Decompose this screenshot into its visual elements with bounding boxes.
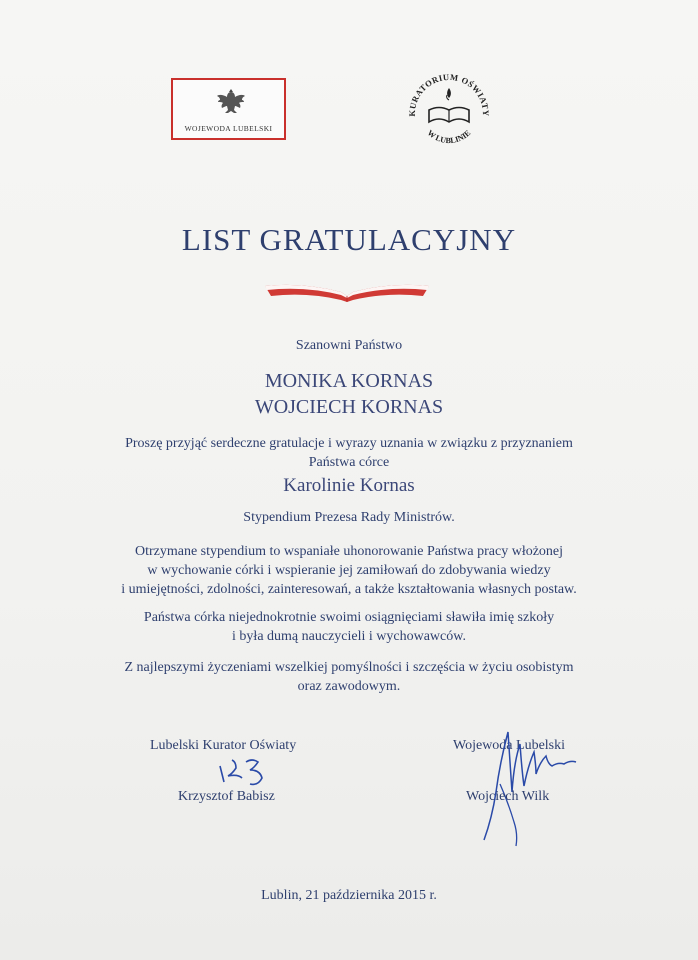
salutation: Szanowni Państwo: [295, 338, 403, 353]
scholarship-name: Stypendium Prezesa Rady Ministrów.: [243, 510, 455, 525]
svg-text:W LUBLINIE: W LUBLINIE: [425, 128, 473, 146]
right-handwritten-signature: [478, 722, 584, 852]
recipient-name: MONIKA KORNAS: [264, 370, 434, 392]
left-signatory-name: Krzysztof Babisz: [178, 789, 275, 804]
eagle-emblem-icon: [215, 86, 247, 118]
recipient-names: [0, 368, 698, 420]
text-line: i umiejętności, zdolności, zainteresowań, a także kształtowania własnych postaw.: [121, 582, 577, 597]
document-title: LIST GRATULACYJNY: [181, 222, 517, 257]
daughter-name: Karolinie Kornas: [283, 475, 415, 496]
text-line: Państwa córka niejednokrotnie swoimi osiągnięciami sławiła imię szkoły: [143, 610, 555, 625]
svg-text:KURATORIUM OŚWIATY: KURATORIUM OŚWIATY: [406, 71, 492, 117]
paragraph-achievements: [0, 608, 698, 646]
text-line: oraz zawodowym.: [297, 679, 401, 694]
voivode-logo-label: WOJEWODA LUBELSKI: [184, 124, 273, 133]
text-line: Państwa córce: [308, 455, 390, 470]
text-line: Proszę przyjąć serdeczne gratulacje i wyrazy uznania w związku z przyznaniem: [125, 436, 573, 451]
intro-paragraph: [0, 434, 698, 472]
right-signatory-name: Wojciech Wilk: [466, 789, 550, 804]
voivode-logo: [171, 78, 286, 140]
open-book-ribbon-icon: [263, 282, 431, 304]
recipient-name: WOJCIECH KORNAS: [254, 396, 444, 418]
date-line: Lublin, 21 października 2015 r.: [261, 888, 437, 903]
left-signatory-title: Lubelski Kurator Oświaty: [150, 738, 297, 753]
text-line: w wychowanie córki i wspieranie jej zamiłowań do zdobywania wiedzy: [147, 563, 551, 578]
text-line: Z najlepszymi życzeniami wszelkiej pomyślności i szczęścia w życiu osobistym: [124, 660, 574, 675]
text-line: Otrzymane stypendium to wspaniałe uhonorowanie Państwa pracy włożonej: [134, 544, 564, 559]
right-signatory-title: Wojewoda Lubelski: [453, 738, 566, 753]
kuratorium-seal-logo: [405, 66, 493, 156]
closing-wishes: [0, 658, 698, 696]
left-handwritten-signature: [212, 752, 282, 794]
paragraph-praise: [0, 542, 698, 599]
text-line: i była dumą nauczycieli i wychowawców.: [232, 629, 466, 644]
